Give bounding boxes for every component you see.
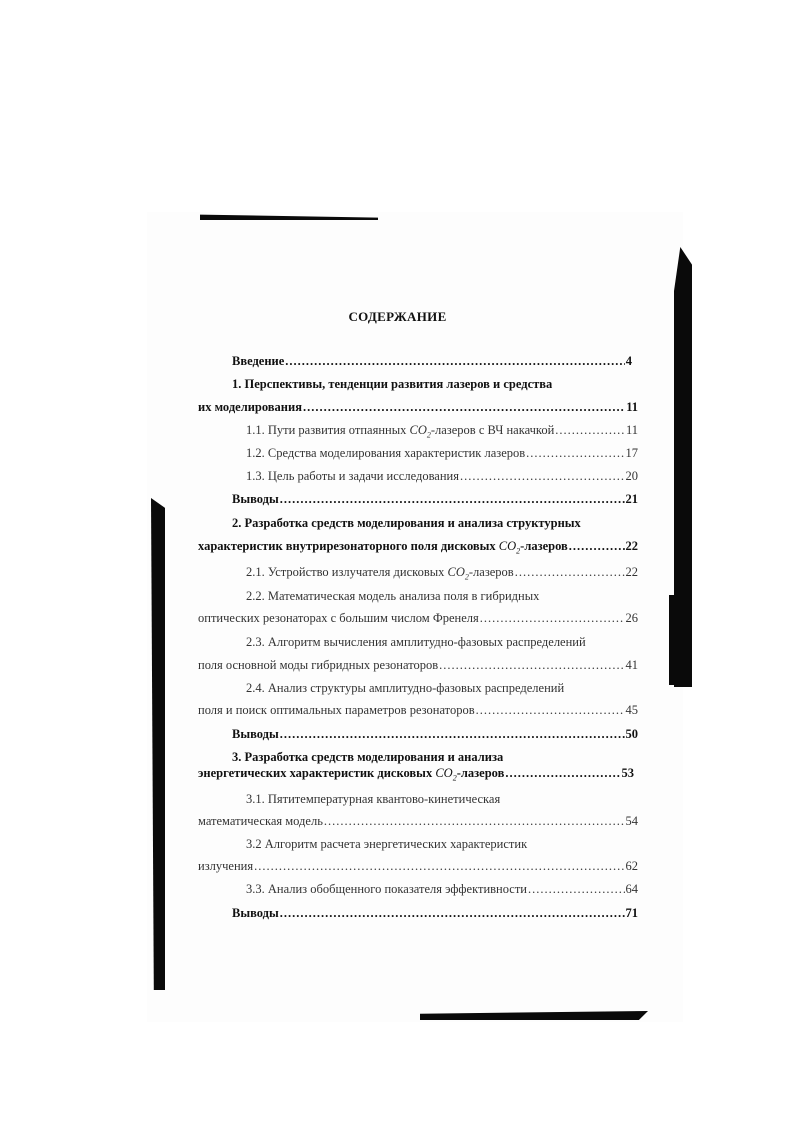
toc-section-3-2-line1[interactable]: 3.2 Алгоритм расчета энергетических характеристик bbox=[246, 837, 528, 851]
co2-formula: $CO_2$ bbox=[435, 766, 457, 783]
toc-page-number: 54 bbox=[625, 814, 638, 828]
co2-formula: $CO_2$ bbox=[447, 565, 469, 582]
toc-leader bbox=[480, 611, 625, 626]
toc-page-number: 50 bbox=[625, 727, 638, 741]
co2-formula: $CO_2$ bbox=[409, 423, 431, 440]
toc-label: Выводы bbox=[232, 492, 279, 506]
toc-page-number: 11 bbox=[626, 400, 638, 414]
toc-label: энергетических характеристик дисковых bbox=[198, 766, 433, 780]
toc-section-1-2[interactable] bbox=[246, 446, 638, 461]
toc-label-tail: -лазеров bbox=[456, 766, 505, 780]
toc-page-number: 53 bbox=[621, 766, 634, 780]
toc-chapter-2-line1[interactable]: 2. Разработка средств моделирования и анализа структурных bbox=[232, 516, 581, 530]
toc-section-2-3[interactable] bbox=[198, 658, 638, 673]
toc-label: 3.3. Анализ обобщенного показателя эффективности bbox=[246, 882, 527, 896]
toc-leader bbox=[505, 766, 620, 781]
toc-leader bbox=[526, 446, 624, 461]
toc-page-number: 17 bbox=[625, 446, 638, 460]
toc-label: Выводы bbox=[232, 906, 279, 920]
toc-label: оптических резонаторах с большим числом Френеля bbox=[198, 611, 479, 625]
toc-page-number: 45 bbox=[625, 703, 638, 717]
toc-label-tail: -лазеров bbox=[520, 539, 568, 553]
toc-section-3-1-line1[interactable]: 3.1. Пятитемпературная квантово-кинетическая bbox=[246, 792, 501, 806]
toc-label: математическая модель bbox=[198, 814, 323, 828]
toc-page-number: 71 bbox=[625, 906, 638, 920]
toc-chapter-1-line1[interactable]: 1. Перспективы, тенденции развития лазеров и средства bbox=[232, 377, 553, 391]
toc-leader bbox=[439, 658, 624, 673]
toc-leader bbox=[476, 703, 625, 718]
toc-label: излучения bbox=[198, 859, 254, 873]
toc-label: Введение bbox=[232, 354, 285, 368]
toc-label: их моделирования bbox=[198, 400, 302, 414]
toc-leader bbox=[460, 469, 625, 484]
toc-page-number: 64 bbox=[625, 882, 638, 896]
toc-entry-intro[interactable] bbox=[232, 354, 632, 369]
toc-leader bbox=[303, 400, 625, 415]
toc-section-1-3[interactable] bbox=[246, 469, 638, 484]
toc-section-1-1[interactable] bbox=[246, 423, 638, 443]
toc-section-2-2[interactable] bbox=[198, 611, 638, 626]
toc-label: характеристик внутрирезонаторного поля дисковых bbox=[198, 539, 496, 553]
toc-conclusions-1[interactable] bbox=[232, 492, 638, 507]
toc-page-number: 22 bbox=[625, 565, 638, 579]
toc-chapter-2[interactable] bbox=[198, 539, 638, 559]
toc-section-3-1[interactable] bbox=[198, 814, 638, 829]
toc-label: поля основной моды гибридных резонаторов bbox=[198, 658, 439, 672]
toc-page-number: 20 bbox=[625, 469, 638, 483]
toc-page-number: 26 bbox=[625, 611, 638, 625]
toc-label: 1.3. Цель работы и задачи исследования bbox=[246, 469, 459, 483]
scan-artifact-right-inner bbox=[669, 595, 679, 685]
toc-leader bbox=[324, 814, 625, 829]
toc-leader bbox=[569, 539, 625, 554]
toc-section-3-2[interactable] bbox=[198, 859, 638, 874]
toc-page-number: 4 bbox=[625, 354, 632, 368]
toc-leader bbox=[280, 492, 625, 507]
toc-chapter-3[interactable] bbox=[198, 766, 634, 786]
toc-conclusions-2[interactable] bbox=[232, 727, 638, 742]
page-title: СОДЕРЖАНИЕ bbox=[348, 309, 447, 324]
toc-section-2-4[interactable] bbox=[198, 703, 638, 718]
toc-label-tail: -лазеров bbox=[468, 565, 514, 579]
toc-label: 1.1. Пути развития отпаянных bbox=[246, 423, 407, 437]
toc-leader bbox=[280, 906, 625, 921]
toc-section-2-1[interactable] bbox=[246, 565, 638, 585]
toc-leader bbox=[555, 423, 625, 438]
toc-leader bbox=[254, 859, 624, 874]
toc-label: Выводы bbox=[232, 727, 279, 741]
toc-label: 1.2. Средства моделирования характеристик лазеров bbox=[246, 446, 526, 460]
toc-label: 2.1. Устройство излучателя дисковых bbox=[246, 565, 445, 579]
toc-chapter-1[interactable] bbox=[198, 400, 638, 415]
toc-page-number: 41 bbox=[625, 658, 638, 672]
toc-label: поля и поиск оптимальных параметров резонаторов bbox=[198, 703, 475, 717]
toc-label-tail: -лазеров с ВЧ накачкой bbox=[430, 423, 555, 437]
co2-formula: $CO_2$ bbox=[498, 539, 521, 556]
toc-leader bbox=[285, 354, 624, 369]
toc-section-2-3-line1[interactable]: 2.3. Алгоритм вычисления амплитудно-фазовых распределений bbox=[246, 635, 586, 649]
toc-page-number: 21 bbox=[625, 492, 638, 506]
toc-section-2-2-line1[interactable]: 2.2. Математическая модель анализа поля в гибридных bbox=[246, 589, 540, 603]
toc-leader bbox=[280, 727, 625, 742]
toc-chapter-3-line1[interactable]: 3. Разработка средств моделирования и анализа bbox=[232, 750, 504, 764]
toc-section-3-3[interactable] bbox=[246, 882, 638, 897]
toc-page-number: 62 bbox=[625, 859, 638, 873]
toc-section-2-4-line1[interactable]: 2.4. Анализ структуры амплитудно-фазовых распределений bbox=[246, 681, 565, 695]
toc-page-number: 11 bbox=[625, 423, 638, 437]
toc-leader bbox=[515, 565, 625, 580]
toc-leader bbox=[528, 882, 625, 897]
toc-conclusions-3[interactable] bbox=[232, 906, 638, 921]
toc-page-number: 22 bbox=[625, 539, 638, 553]
